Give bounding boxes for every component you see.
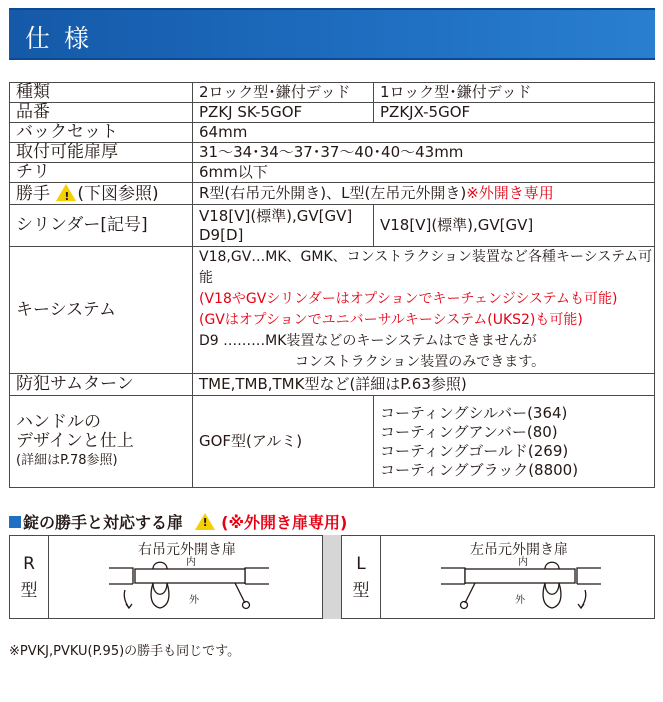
hand-note: ※外開き専用 <box>466 184 554 202</box>
hand-label-text: 勝手 <box>16 183 50 204</box>
key-line-3: (GVはオプションでユニバーサルキーシステム(UKS2)も可能) <box>199 312 583 328</box>
door-diagram-l <box>381 556 657 618</box>
caution-icon: ! <box>195 513 215 530</box>
finish-gold: コーティングゴールド(269) <box>380 441 569 460</box>
row-label-type: 種類 <box>10 83 193 103</box>
hand-value: R型(右吊元外開き)、L型(左吊元外開き) <box>199 184 467 202</box>
r-type: 型 <box>20 581 38 601</box>
row-label-hand <box>10 183 193 205</box>
key-line-4: D9 ………MK装置などのキーシステムはできませんが <box>199 333 537 349</box>
figure-r-type <box>9 535 323 619</box>
footnote: ※PVKJ,PVKU(P.95)の勝手も同じです。 <box>9 644 241 659</box>
handle-label-line3: (詳細はP.78参照) <box>16 453 118 468</box>
r-letter: R <box>23 554 35 574</box>
outside-label: 外 <box>515 595 525 606</box>
row-label-chiri: チリ <box>10 163 193 183</box>
key-line-1: V18,GV…MK、GMK、コンストラクション装置など各種キーシステム可能 <box>199 249 653 286</box>
l-type: 型 <box>352 581 370 601</box>
figure-r-side <box>10 536 49 618</box>
handle-label-line1: ハンドルの <box>16 412 101 432</box>
cell-thickness: 31～34･34～37･37～40･40～43mm <box>193 143 655 163</box>
spec-header-bar <box>9 8 655 60</box>
row-label-thickness: 取付可能扉厚 <box>10 143 193 163</box>
figure-l-side <box>342 536 381 618</box>
figure-l-type <box>341 535 655 619</box>
finish-amber: コーティングアンバー(80) <box>380 422 558 441</box>
row-label-handle <box>10 396 193 488</box>
figure-r-title: 右吊元外開き扉 <box>138 542 236 558</box>
table-row <box>10 163 655 183</box>
page-title: 仕様 <box>25 24 104 53</box>
inside-label: 内 <box>518 557 528 568</box>
cell-backset: 64mm <box>193 123 655 143</box>
cell-type-1lock: 1ロック型･鎌付デッド <box>374 83 655 103</box>
table-row <box>10 123 655 143</box>
section-title: 錠の勝手と対応する扉 <box>23 513 184 532</box>
cylinder-2lock-line1: V18[V](標準),GV[GV] <box>199 206 353 225</box>
cell-chiri: 6mm以下 <box>193 163 655 183</box>
hand-label-ref: (下図参照) <box>77 183 159 204</box>
caution-icon: ! <box>56 184 76 201</box>
cell-part-2lock: PZKJ SK-5GOF <box>193 103 374 123</box>
figure-l-title: 左吊元外開き扉 <box>470 542 568 558</box>
door-diagram-r <box>49 556 325 618</box>
table-row <box>10 396 655 488</box>
table-row <box>10 374 655 396</box>
key-line-5: コンストラクション装置のみできます。 <box>295 354 546 370</box>
spec-table <box>9 82 655 488</box>
finish-black: コーティングブラック(8800) <box>380 460 579 479</box>
table-row <box>10 247 655 374</box>
row-label-backset: バックセット <box>10 123 193 143</box>
section-heading <box>9 510 347 533</box>
inside-label: 内 <box>186 557 196 568</box>
row-label-thumb: 防犯サムターン <box>10 374 193 396</box>
table-row <box>10 183 655 205</box>
cell-handle-type: GOF型(アルミ) <box>193 396 374 488</box>
cell-hand <box>193 183 655 205</box>
row-label-cylinder: シリンダー[記号] <box>10 205 193 247</box>
figure-divider <box>323 535 341 619</box>
row-label-part: 品番 <box>10 103 193 123</box>
cylinder-2lock-line2: D9[D] <box>199 225 244 244</box>
l-letter: L <box>356 554 366 574</box>
finish-silver: コーティングシルバー(364) <box>380 403 568 422</box>
cell-thumb: TME,TMB,TMK型など(詳細はP.63参照) <box>193 374 655 396</box>
row-label-key: キーシステム <box>10 247 193 374</box>
table-row <box>10 83 655 103</box>
key-line-2: (V18やGVシリンダーはオプションでキーチェンジシステムも可能) <box>199 291 618 307</box>
cell-handle-finish <box>374 396 655 488</box>
cell-cylinder-2lock <box>193 205 374 247</box>
handle-label-line2: デザインと仕上 <box>16 431 134 451</box>
square-bullet-icon <box>9 516 21 528</box>
cell-key <box>193 247 655 374</box>
table-row <box>10 205 655 247</box>
table-row <box>10 103 655 123</box>
cell-part-1lock: PZKJX-5GOF <box>374 103 655 123</box>
outside-label: 外 <box>189 595 199 606</box>
cell-type-2lock: 2ロック型･鎌付デッド <box>193 83 374 103</box>
cell-cylinder-1lock: V18[V](標準),GV[GV] <box>374 205 655 247</box>
section-note: (※外開き扉専用) <box>221 513 348 532</box>
table-row <box>10 143 655 163</box>
